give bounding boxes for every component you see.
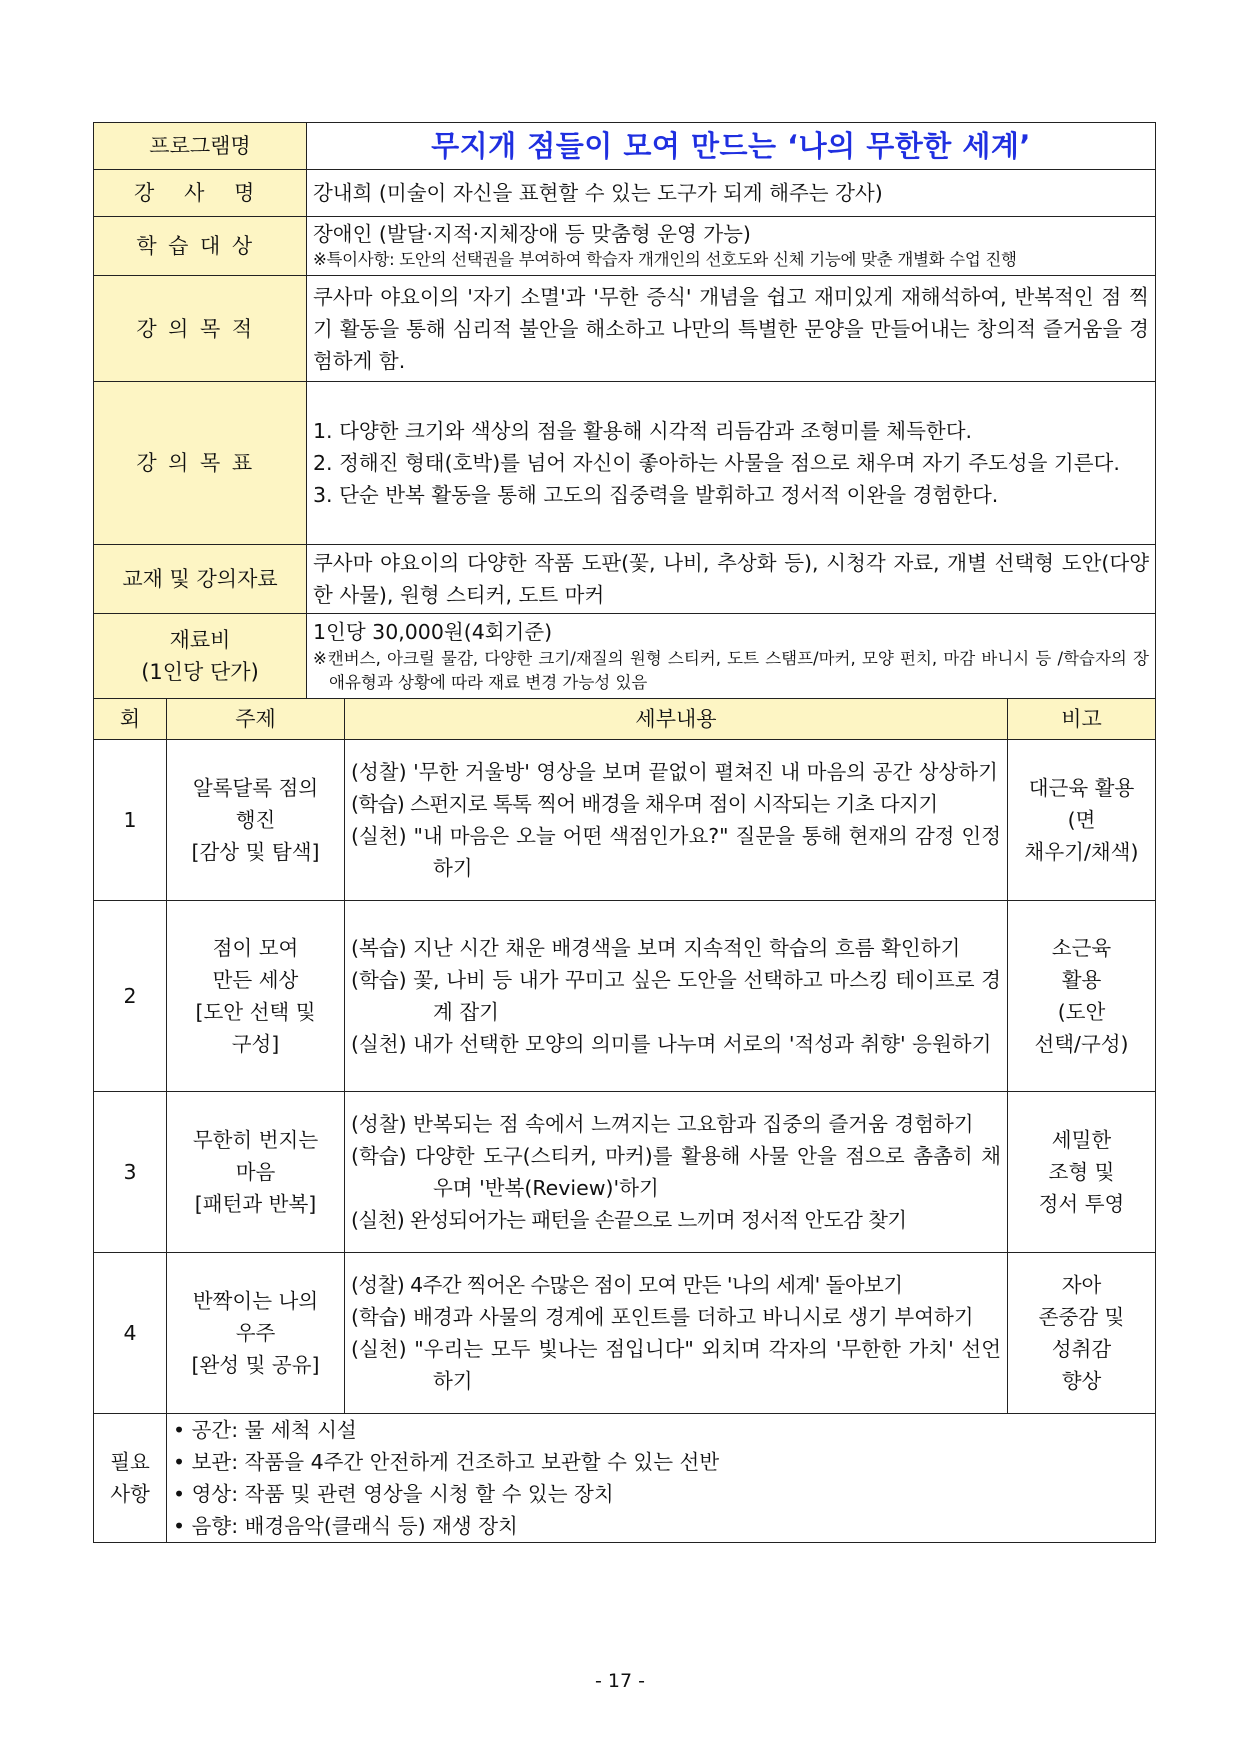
materials-value: 쿠사마 야요이의 다양한 작품 도판(꽃, 나비, 추상화 등), 시청각 자료, 개별 선택형 도안(다양한 사물), 원형 스티커, 도트 마커 [307,545,1156,614]
topic-line: [감상 및 탐색] [191,839,320,864]
topic-line: 점이 모여 [212,935,299,960]
cost-note: ※캔버스, 아크릴 물감, 다양한 크기/재질의 원형 스티커, 도트 스탬프/마커, 모양 펀치, 마감 바니시 등 /학습자의 장애유형과 상황에 따라 재료 변경 가능성 있음 [313,649,1149,692]
topic-line: [완성 및 공유] [191,1352,320,1377]
note-line: 채우기/채색) [1024,839,1139,864]
col-header-topic: 주제 [167,698,345,739]
session-number: 3 [94,1091,167,1252]
session-number: 4 [94,1252,167,1413]
detail-line: (학습) 스펀지로 톡톡 찍어 배경을 채우며 점이 시작되는 기초 다지기 [351,791,938,816]
instructor-label: 강 사 명 [94,170,307,217]
requirements-list [173,1414,1149,1542]
schedule-row [94,739,1156,900]
topic-line: 무한히 번지는 [192,1127,319,1152]
note-line: 조형 및 [1048,1159,1115,1184]
requirements-row [94,1413,1156,1542]
cost-label-line2: (1인당 단가) [141,660,259,684]
requirement-item: • 음향: 배경음악(클래식 등) 재생 장치 [173,1510,1149,1542]
session-note [1008,1252,1156,1413]
note-line: 존중감 및 [1038,1304,1125,1329]
note-line: 대근육 활용 [1028,775,1135,800]
lesson-plan-document [93,122,1155,1543]
goal-item: 1. 다양한 크기와 색상의 점을 활용해 시각적 리듬감과 조형미를 체득한다. [313,419,973,443]
session-details [345,1252,1008,1413]
topic-line: 반짝이는 나의 [192,1288,319,1313]
goals-label: 강의목표 [94,382,307,545]
requirement-item: • 영상: 작품 및 관련 영상을 시청 할 수 있는 장치 [173,1478,1149,1510]
purpose-row [94,276,1156,382]
detail-line: (성찰) '무한 거울방' 영상을 보며 끝없이 펼쳐진 내 마음의 공간 상상하기 [351,759,998,784]
purpose-label: 강의목적 [94,276,307,382]
materials-label: 교재 및 강의자료 [94,545,307,614]
note-line: 향상 [1061,1368,1102,1393]
detail-line: (성찰) 4주간 찍어온 수많은 점이 모여 만든 '나의 세계' 돌아보기 [351,1272,903,1297]
note-line: 소근육 [1051,935,1112,960]
schedule-row [94,1252,1156,1413]
detail-line: (학습) 꽃, 나비 등 내가 꾸미고 싶은 도안을 선택하고 마스킹 테이프로 경계 잡기 [351,967,1001,1024]
detail-line: (복습) 지난 시간 채운 배경색을 보며 지속적인 학습의 흐름 확인하기 [351,935,961,960]
requirement-item: • 공간: 물 세척 시설 [173,1414,1149,1446]
detail-line: (실천) 완성되어가는 패턴을 손끝으로 느끼며 정서적 안도감 찾기 [351,1207,907,1232]
topic-line: 구성] [231,1031,280,1056]
session-number: 2 [94,900,167,1091]
target-cell [307,217,1156,276]
page-number: - 17 - [595,1670,645,1692]
schedule-header-row [94,698,1156,739]
target-row [94,217,1156,276]
note-line: (면 [1067,807,1096,832]
col-header-details: 세부내용 [345,698,1008,739]
session-topic [167,1091,345,1252]
detail-line: (학습) 다양한 도구(스티커, 마커)를 활용해 사물 안을 점으로 촘촘히 채우며 '반복(Review)'하기 [351,1143,1001,1200]
topic-line: 우주 [235,1320,276,1345]
session-number: 1 [94,739,167,900]
cost-cell [307,614,1156,699]
cost-label-line1: 재료비 [169,628,231,652]
col-header-session: 회 [94,698,167,739]
goals-list [313,415,1149,511]
goals-row [94,382,1156,545]
detail-line: (실천) 내가 선택한 모양의 의미를 나누며 서로의 '적성과 취향' 응원하기 [351,1031,992,1056]
note-line: 세밀한 [1051,1127,1112,1152]
goal-item: 3. 단순 반복 활동을 통해 고도의 집중력을 발휘하고 정서적 이완을 경험한다. [313,483,999,507]
note-line: 성취감 [1051,1336,1112,1361]
schedule-table [93,698,1156,1543]
cost-value: 1인당 30,000원(4회기준) [313,620,553,644]
goal-item: 2. 정해진 형태(호박)를 넘어 자신이 좋아하는 사물을 점으로 채우며 자기 주도성을 기른다. [313,451,1120,475]
note-line: (도안 [1057,999,1106,1024]
note-line: 정서 투영 [1038,1191,1125,1216]
topic-line: 만든 세상 [212,967,299,992]
note-line: 선택/구성) [1034,1031,1129,1056]
program-title: 무지개 점들이 모여 만드는 ‘나의 무한한 세계’ [307,123,1156,170]
purpose-value: 쿠사마 야요이의 '자기 소멸'과 '무한 증식' 개념을 쉽고 재미있게 재해석하여, 반복적인 점 찍기 활동을 통해 심리적 불안을 해소하고 나만의 특별한 문양을 만들어내는 창의적 즐거움을 경험하게 함. [307,276,1156,382]
requirements-label-line: 필요 [110,1449,150,1474]
goals-cell [307,382,1156,545]
detail-line: (성찰) 반복되는 점 속에서 느껴지는 고요함과 집중의 즐거움 경험하기 [351,1111,974,1136]
instructor-row [94,170,1156,217]
program-name-row [94,123,1156,170]
detail-line: (실천) "우리는 모두 빛나는 점입니다" 외치며 각자의 '무한한 가치' 선언하기 [351,1336,1001,1393]
session-details [345,739,1008,900]
session-details [345,1091,1008,1252]
schedule-row [94,900,1156,1091]
session-topic [167,900,345,1091]
note-line: 활용 [1061,967,1102,992]
cost-row [94,614,1156,699]
requirements-label-line: 사항 [110,1481,150,1506]
session-details [345,900,1008,1091]
session-note [1008,1091,1156,1252]
col-header-note: 비고 [1008,698,1156,739]
program-info-table [93,122,1156,699]
session-topic [167,739,345,900]
topic-line: 행진 [235,807,276,832]
detail-line: (학습) 배경과 사물의 경계에 포인트를 더하고 바니시로 생기 부여하기 [351,1304,974,1329]
schedule-row [94,1091,1156,1252]
materials-row [94,545,1156,614]
topic-line: [패턴과 반복] [194,1191,317,1216]
note-line: 자아 [1061,1272,1102,1297]
detail-line: (실천) "내 마음은 오늘 어떤 색점인가요?" 질문을 통해 현재의 감정 인정하기 [351,823,1001,880]
target-label: 학습대상 [94,217,307,276]
target-note: ※특이사항: 도안의 선택권을 부여하여 학습자 개개인의 선호도와 신체 기능에 맞춘 개별화 수업 진행 [313,250,1017,269]
topic-line: [도안 선택 및 [195,999,316,1024]
topic-line: 알록달록 점의 [192,775,319,800]
requirement-item: • 보관: 작품을 4주간 안전하게 건조하고 보관할 수 있는 선반 [173,1446,1149,1478]
session-topic [167,1252,345,1413]
target-value: 장애인 (발달·지적·지체장애 등 맞춤형 운영 가능) [313,222,751,246]
requirements-cell [167,1413,1156,1542]
instructor-value: 강내희 (미술이 자신을 표현할 수 있는 도구가 되게 해주는 강사) [307,170,1156,217]
session-note [1008,900,1156,1091]
session-note [1008,739,1156,900]
program-name-label: 프로그램명 [94,123,307,170]
topic-line: 마음 [235,1159,276,1184]
cost-label [94,614,307,699]
requirements-label [94,1413,167,1542]
